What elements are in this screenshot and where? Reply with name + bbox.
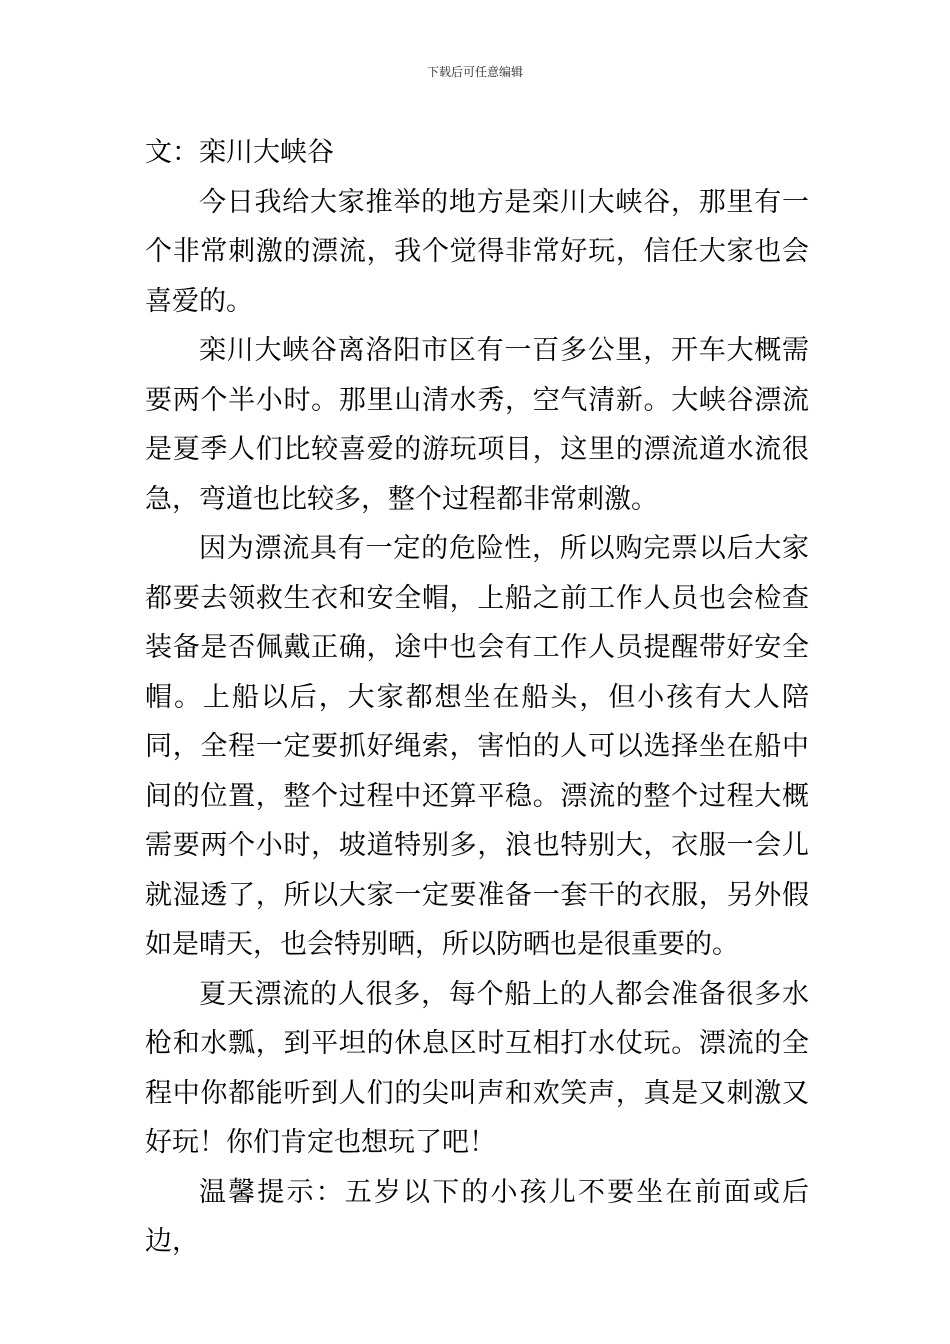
paragraph-location: 栾川大峡谷离洛阳市区有一百多公里，开车大概需要两个半小时。那里山清水秀，空气清新。大峡谷漂流是夏季人们比较喜爱的游玩项目，这里的漂流道水流很急，弯道也比较多，整个过程都非常刺激。 bbox=[145, 335, 809, 515]
document-title: 文：栾川大峡谷 bbox=[145, 137, 334, 168]
paragraph-safety: 因为漂流具有一定的危险性，所以购完票以后大家都要去领救生衣和安全帽，上船之前工作人员也会检查装备是否佩戴正确，途中也会有工作人员提醒带好安全帽。上船以后，大家都想坐在船头，但小孩有大人陪同，全程一定要抓好绳索，害怕的人可以选择坐在船中间的位置，整个过程中还算平稳。漂流的整个过程大概需要两个小时，坡道特别多，浪也特别大，衣服一会儿就湿透了，所以大家一定要准备一套干的衣服，另外假如是晴天，也会特别晒，所以防晒也是很重要的。 bbox=[145, 533, 809, 960]
paragraph-intro: 今日我给大家推举的地方是栾川大峡谷，那里有一个非常刺激的漂流，我个觉得非常好玩，信任大家也会喜爱的。 bbox=[145, 186, 809, 317]
document-body bbox=[145, 128, 809, 1267]
paragraph-summer: 夏天漂流的人很多，每个船上的人都会准备很多水枪和水瓢，到平坦的休息区时互相打水仗玩。漂流的全程中你都能听到人们的尖叫声和欢笑声，真是又刺激又好玩！你们肯定也想玩了吧！ bbox=[145, 978, 809, 1158]
paragraph-tip: 温馨提示：五岁以下的小孩儿不要坐在前面或后边， bbox=[145, 1176, 809, 1257]
page-header-note: 下载后可任意编辑 bbox=[426, 65, 523, 79]
